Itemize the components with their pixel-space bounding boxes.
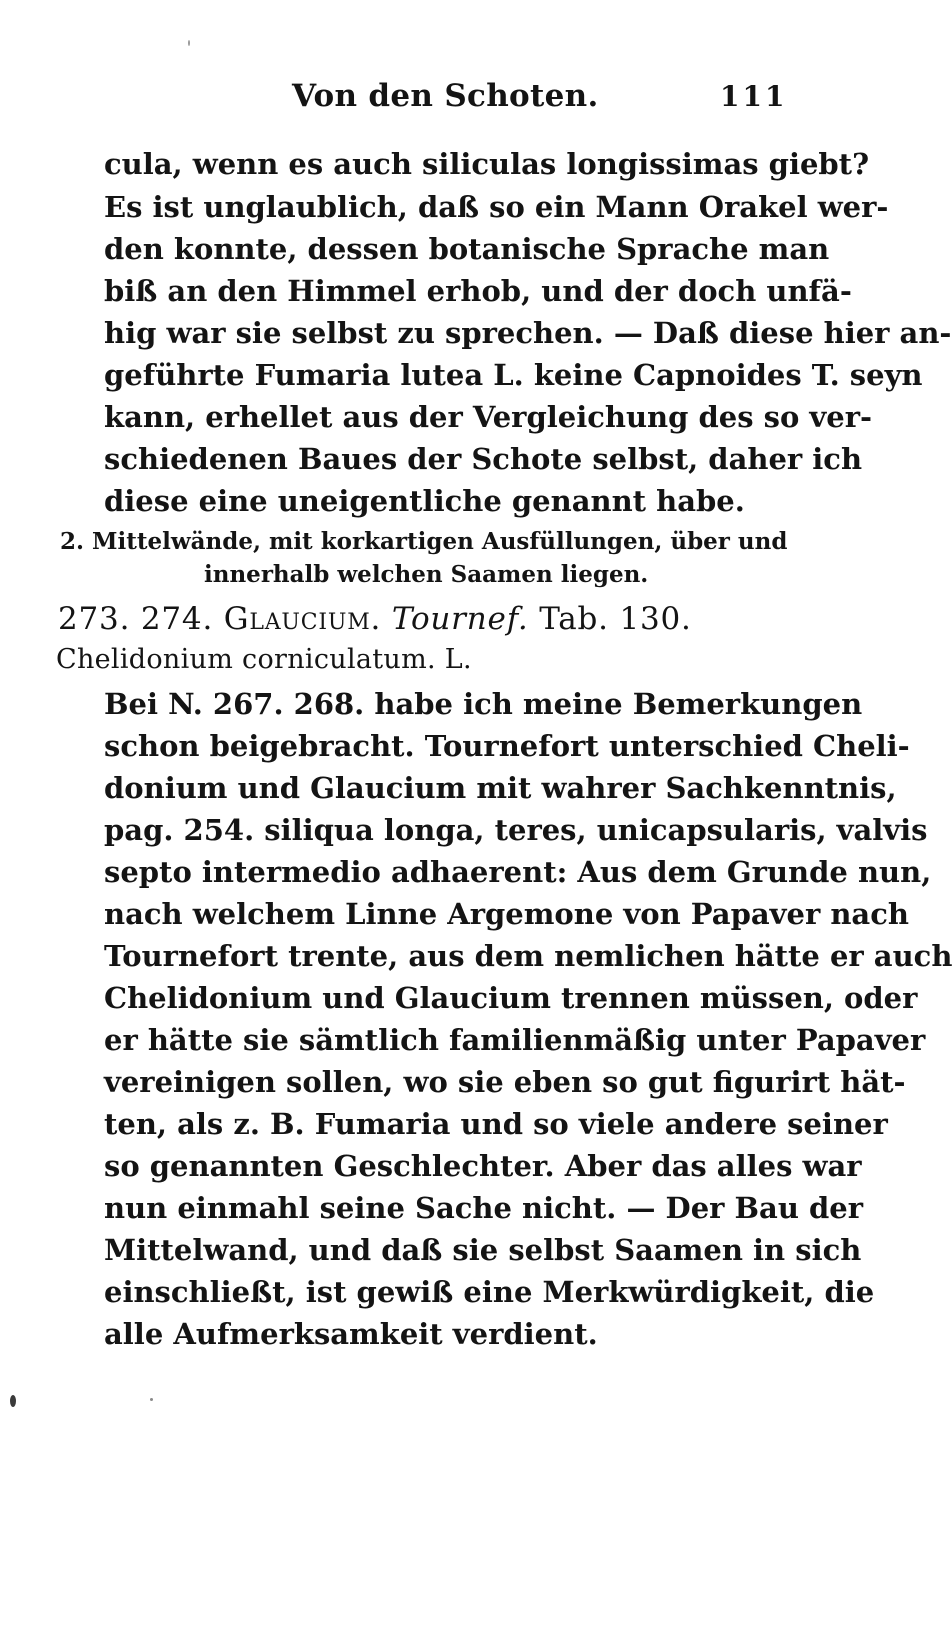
genus-name: Glaucium.: [223, 601, 382, 637]
synonym-line: Chelidonium corniculatum. L.: [56, 644, 472, 675]
genus-tab: Tab. 130.: [539, 601, 692, 637]
text-line: er hätte sie sämtlich familienmäßig unter Papaver: [104, 1023, 926, 1057]
page-header: [0, 78, 830, 128]
genus-numbers: 273. 274.: [58, 601, 214, 637]
text-line: cula, wenn es auch siliculas longissimas giebt?: [104, 147, 870, 181]
text-line: alle Aufmerksamkeit verdient.: [104, 1317, 598, 1351]
text-line: pag. 254. siliqua longa, teres, unicapsularis, valvis: [104, 813, 928, 847]
text-line: Chelidonium und Glaucium trennen müssen, oder: [104, 981, 918, 1015]
ink-speck: [188, 40, 190, 46]
text-line: vereinigen sollen, wo sie eben so gut figurirt hät-: [104, 1065, 906, 1099]
genus-author: Tournef.: [391, 601, 529, 637]
text-line: kann, erhellet aus der Vergleichung des so ver-: [104, 400, 873, 434]
text-line: nach welchem Linne Argemone von Papaver nach: [104, 897, 909, 931]
text-line: schon beigebracht. Tournefort unterschied Cheli-: [104, 729, 910, 763]
genus-heading: [58, 601, 692, 637]
text-line: septo intermedio adhaerent: Aus dem Grunde nun,: [104, 855, 932, 889]
ink-speck: [150, 1398, 153, 1401]
text-line: einschließt, ist gewiß eine Merkwürdigkeit, die: [104, 1275, 875, 1309]
text-line: hig war sie selbst zu sprechen. — Daß diese hier an-: [104, 316, 952, 350]
footnote-line: 2. Mittelwände, mit korkartigen Ausfüllungen, über und: [60, 528, 788, 555]
text-line: Es ist unglaublich, daß so ein Mann Orakel wer-: [104, 190, 889, 224]
text-line: Tournefort trente, aus dem nemlichen hätte er auch: [104, 939, 952, 973]
text-line: Bei N. 267. 268. habe ich meine Bemerkungen: [104, 687, 863, 721]
text-line: den konnte, dessen botanische Sprache man: [104, 232, 830, 266]
text-line: nun einmahl seine Sache nicht. — Der Bau der: [104, 1191, 864, 1225]
text-line: diese eine uneigentliche genannt habe.: [104, 484, 745, 518]
text-line: donium und Glaucium mit wahrer Sachkenntnis,: [104, 771, 897, 805]
text-line: biß an den Himmel erhob, und der doch unfä-: [104, 274, 852, 308]
text-line: geführte Fumaria lutea L. keine Capnoides T. seyn: [104, 358, 923, 392]
footnote-line: innerhalb welchen Saamen liegen.: [204, 561, 649, 588]
text-line: Mittelwand, und daß sie selbst Saamen in sich: [104, 1233, 862, 1267]
running-title: Von den Schoten.: [292, 78, 599, 114]
text-line: ten, als z. B. Fumaria und so viele andere seiner: [104, 1107, 888, 1141]
text-line: schiedenen Baues der Schote selbst, daher ich: [104, 442, 863, 476]
ink-speck: [10, 1395, 16, 1407]
page-number: 111: [720, 80, 788, 113]
text-line: so genannten Geschlechter. Aber das alles war: [104, 1149, 862, 1183]
